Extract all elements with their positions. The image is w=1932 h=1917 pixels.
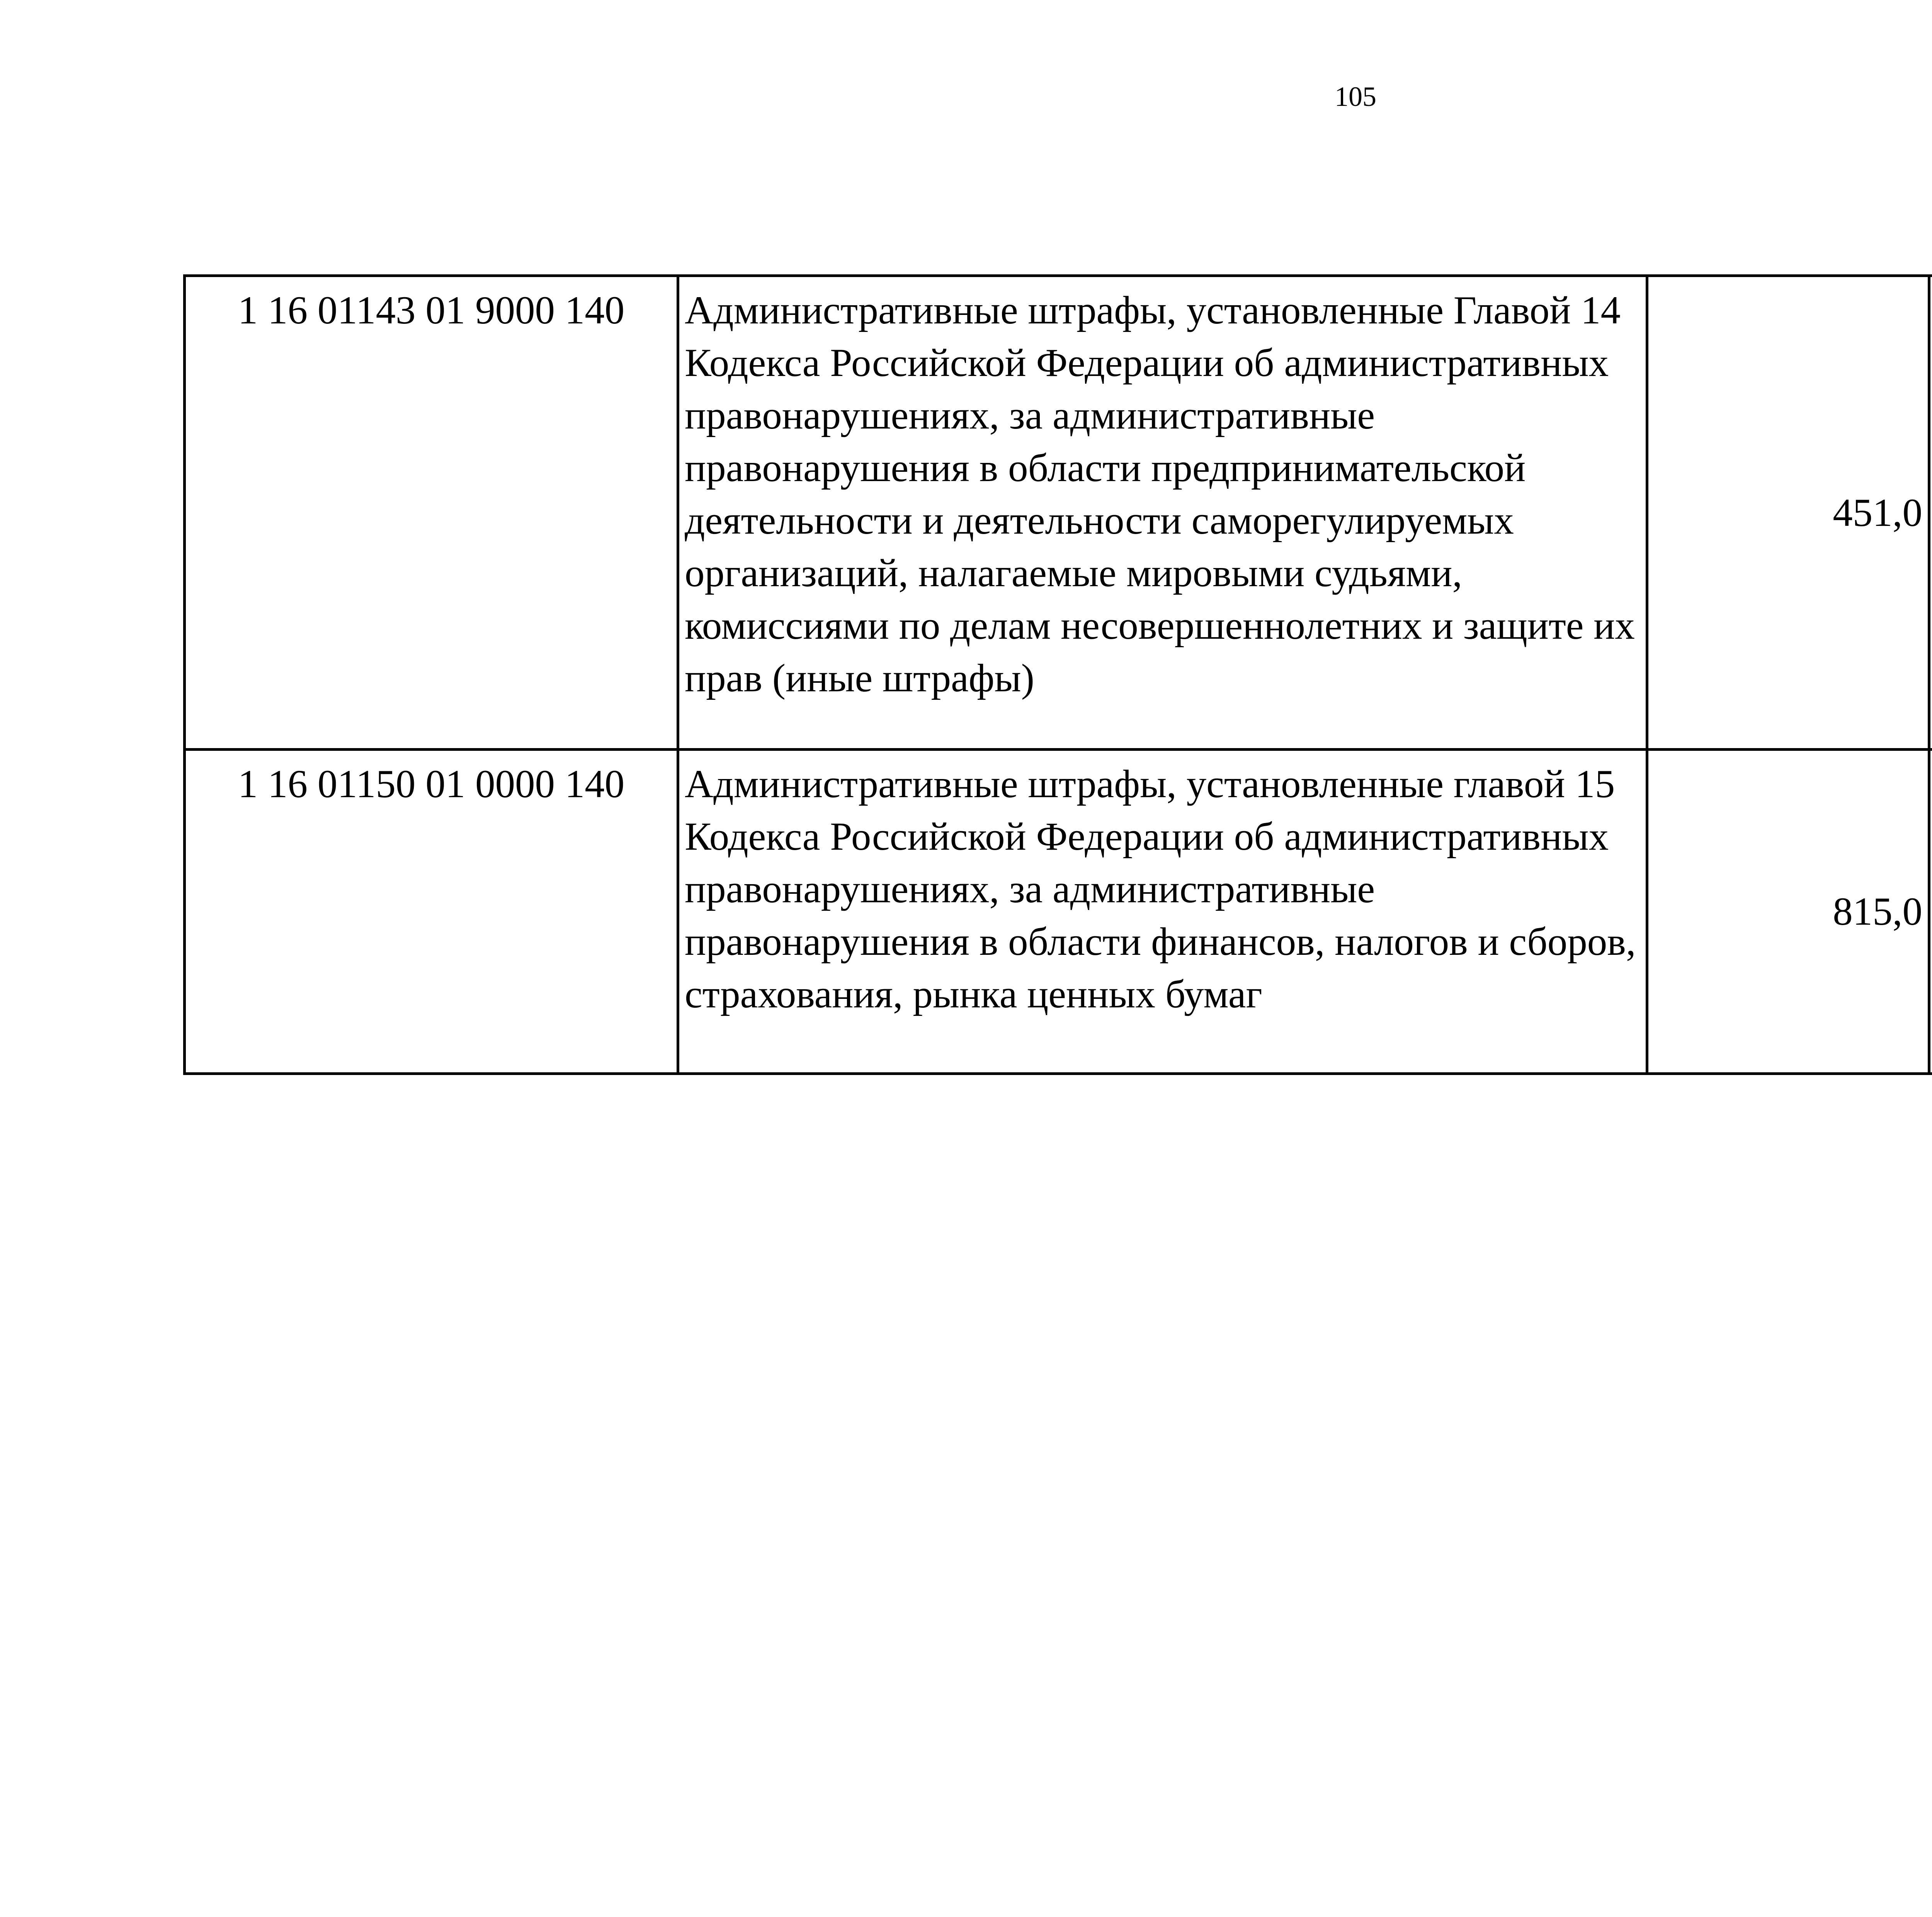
revenue-description: Административные штрафы, установленные главой 15 Кодекса Российской Федерации об административных правонарушениях, за административные правонарушения в области финансов, налогов и сборов, страхования, рынка ценных бумаг: [678, 750, 1647, 1074]
amount-year-1: 815,0: [1647, 750, 1929, 1074]
budget-classification-code: 1 16 01150 01 0000 140: [185, 750, 678, 1074]
table-row: [185, 276, 1932, 750]
amount-year-1: 451,0: [1647, 276, 1929, 750]
table-row: [185, 750, 1932, 1074]
amount-year-2: [1929, 276, 1932, 750]
revenue-description: Административные штрафы, установленные Главой 14 Кодекса Российской Федерации об административных правонарушениях, за административные правонарушения в области предпринимательской деятельности и деятельности саморегулируемых организаций, налагаемые мировыми судьями, комиссиями по делам несовершеннолетних и защите их прав (иные штрафы): [678, 276, 1647, 750]
amount-year-2: [1929, 750, 1932, 1074]
budget-revenue-table: [183, 274, 1932, 1075]
budget-classification-code: 1 16 01143 01 9000 140: [185, 276, 678, 750]
page-number: 105: [1335, 81, 1376, 112]
